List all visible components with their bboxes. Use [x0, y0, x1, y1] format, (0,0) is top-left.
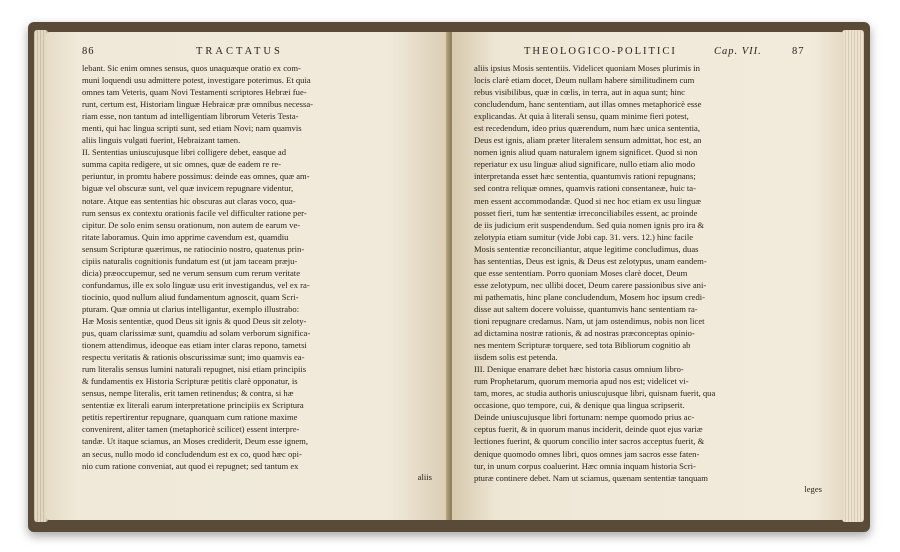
- text-line: tionem attendimus, ideoque eas etiam inter claras repono, tametsi: [82, 340, 307, 351]
- text-line: tam, mores, ac studia authoris uniuscujusque libri, quisnam fuerit, qua: [474, 388, 716, 399]
- text-line: sed contra reliquæ omnes, quamvis rationi consentaneæ, huic ta-: [474, 183, 696, 194]
- text-line: tur, in unum corpus coaluerint. Hæc omnia inquam historia Scri-: [474, 460, 696, 471]
- text-line: has sententias, Deus est ignis, & Deus est zelotypus, unam eandem-: [474, 255, 707, 266]
- text-line: Deinde uniuscujusque libri fortunam: nempe quomodo prius ac-: [474, 412, 695, 423]
- text-line: rum Prophetarum, quorum memoria apud nos est; videlicet vi-: [474, 376, 689, 387]
- text-line: posset fieri, tum hæ sententiæ irreconciliabiles essent, ac proinde: [474, 207, 698, 218]
- text-line: lebant. Sic enim omnes sensus, quos unaquæque oratio ex com-: [82, 63, 301, 73]
- text-line: reperiatur ex usu linguæ aliud significare, nullo etiam alio modo: [474, 159, 695, 170]
- text-line: cipiis naturalis cognitionis fundatum est (ut jam taceam præju-: [82, 255, 298, 266]
- text-line: an secus, nullo modo id concludendum est ex co, quod hæc opi-: [82, 448, 302, 459]
- text-line: notare. Atque eas sententias hic obscuras aut claras voco, qua-: [82, 195, 296, 206]
- text-line: de iis judicium erit suspendendum. Sed quia nomen ignis pro ira &: [474, 219, 705, 230]
- text-line: est recedendum, ideo prius quærendum, num hæc unica sententia,: [474, 123, 701, 134]
- text-line: men essent accommodandæ. Quod si nec hoc etiam ex usu linguæ: [474, 195, 701, 206]
- text-line: nio cum ratione conveniat, aut quod ei repugnet; sed tantum ex: [82, 460, 299, 471]
- text-line: ceptus fuerit, & in quorum manus inciderit, deinde quot ejus variæ: [474, 424, 703, 435]
- text-line: rum literalis sensus lumini naturali repugnet, nisi etiam principiis: [82, 364, 307, 375]
- text-line: cipitur. De solo enim sensu orationum, non autem de earum ve-: [82, 219, 301, 230]
- right-page-text: [474, 62, 826, 484]
- right-running-head: THEOLOGICO-POLITICI: [524, 46, 677, 57]
- left-page-number: 86: [82, 46, 95, 57]
- text-line: sensum Scripturæ quærimus, ne ratiocinio nostro, quatenus prin-: [82, 243, 305, 254]
- text-line: esse zelotypum, nec ullibi docet, Deum carere passionibus sive ani-: [474, 279, 707, 290]
- text-line: ritate laboramus. Quin imo apprime cavendum est, quamdiu: [82, 231, 289, 242]
- text-line: pturæ continere debet. Nam ut sciamus, quænam sententiæ tanquam: [474, 472, 708, 483]
- left-running-head: TRACTATUS: [196, 46, 283, 57]
- text-line: convenirent, aliter tamen (metaphoricè scilicet) essent interpre-: [82, 424, 300, 435]
- text-line: menti, qui hac lingua scripti sunt, sed etiam Novi; nam quamvis: [82, 123, 302, 134]
- text-line: lectiones fuerint, & quorum concilio inter sacros acceptus fuerit, &: [474, 436, 705, 447]
- text-line: nes mentem Scripturæ torquere, sed tota Bibliorum cognitio ab: [474, 340, 691, 351]
- text-line: respectu veritatis & rationis obscurissimæ sunt; imo quamvis ea-: [82, 352, 305, 363]
- right-chapter: Cap. VII.: [714, 46, 762, 57]
- left-catchword: aliis: [417, 472, 432, 482]
- text-line: Hæ Mosis sententiæ, quod Deus sit ignis & quod Deus sit zeloty-: [82, 315, 307, 326]
- text-line: II. Sententias uniuscujusque libri colligere debet, easque ad: [82, 147, 287, 158]
- text-line: & fundamentis ex Historia Scripturæ petitis clarè opponatur, is: [82, 376, 298, 387]
- text-line: confundamus, ille ex solo linguæ usu erit investigandus, vel ex ra-: [82, 279, 310, 290]
- text-line: periuntur, in promtu habere possimus: deinde eas omnes, quæ am-: [82, 171, 310, 182]
- text-line: muni loquendi usu admittere potest, investigare poterimus. Et quia: [82, 75, 311, 86]
- text-line: riam esse, non tantum ad intelligentiam librorum Veteris Testa-: [82, 111, 299, 122]
- text-line: disse aut saltem docere voluisse, quantumvis hanc sententiam ra-: [474, 303, 698, 314]
- text-line: mi pathematis, hinc plane concludendum, Mosem hoc ipsum credi-: [474, 291, 706, 302]
- text-line: tandæ. Ut itaque sciamus, an Moses crediderit, Deum esse ignem,: [82, 436, 309, 447]
- text-line: pturam. Quæ omnia ut clarius intelligantur, exemplo illustrabo:: [82, 303, 300, 314]
- text-line: sensus, nempe literalis, erit tamen retinendus; & contra, si hæ: [82, 388, 294, 399]
- text-line: petitis repertirentur repugnare, quanquam cum ratione maxime: [82, 412, 298, 423]
- left-page: [46, 32, 450, 520]
- text-line: tioni repugnare credamus. Nam, ut jam ostendimus, nobis non licet: [474, 315, 705, 326]
- text-line: que esse sententiam. Porro quoniam Moses clarè docet, Deum: [474, 267, 688, 278]
- left-page-text: [82, 62, 432, 472]
- right-page: [452, 32, 844, 520]
- text-line: summa capita redigere, ut sic omnes, quæ de eadem re re-: [82, 159, 282, 170]
- right-page-edges: [842, 30, 864, 522]
- text-line: explicandas. At quia à literali sensu, quam minime fieri potest,: [474, 111, 689, 122]
- text-line: rebus visibilibus, quæ in cœlis, in terra, aut in aqua sunt; hinc: [474, 87, 685, 98]
- right-page-number: 87: [792, 46, 805, 57]
- text-line: biguæ vel obscuræ sunt, vel quæ invicem repugnare videntur,: [82, 183, 294, 194]
- open-book: [28, 22, 870, 532]
- text-line: rum sensus ex contextu orationis facile vel difficulter ratione per-: [82, 207, 307, 218]
- text-line: ad dictamina nostræ rationis, & ad nostras præconceptas opinio-: [474, 328, 695, 339]
- text-line: tiocinio, quod nullum aliud fundamentum agnoscit, quam Scri-: [82, 291, 299, 302]
- text-line: nomen ignis aliud quam naturalem ignem significet. Quod si non: [474, 147, 698, 158]
- text-line: runt, certum est, Historiam linguæ Hebraicæ præ omnibus necessa-: [82, 99, 314, 110]
- text-line: denique quomodo omnes libri, quos omnes jam sacros esse faten-: [474, 448, 700, 459]
- text-line: omnes tam Veteris, quam Novi Testamenti scriptores Hebræi fue-: [82, 87, 307, 98]
- text-line: III. Denique enarrare debet hæc historia casus omnium libro-: [474, 364, 684, 375]
- text-line: occasione, quo tempore, cui, & denique qua lingua scripserit.: [474, 400, 685, 411]
- text-line: interpretanda esset hæc sententia, quantumvis rationi repugnans;: [474, 171, 696, 182]
- text-line: pus, quam clarissimæ sunt, quamdiu ad solam verborum significa-: [82, 328, 311, 339]
- text-line: Deus est ignis, aliam præter literalem sensum admittat, hoc est, an: [474, 135, 702, 146]
- right-catchword: leges: [804, 484, 822, 494]
- text-line: zelotypia etiam sumitur (vide Jobi cap. 31. vers. 12.) hinc facile: [474, 231, 694, 242]
- text-line: sententiæ ex literali earum interpretatione principiis ex Scriptura: [82, 400, 304, 411]
- text-line: aliis ipsius Mosis sententiis. Videlicet quoniam Moses plurimis in: [474, 63, 700, 73]
- text-line: aliis linguis vulgati fuerint, Hebraizant tamen.: [82, 135, 241, 146]
- text-line: concludendum, hanc sententiam, aut illas omnes metaphoricè esse: [474, 99, 702, 110]
- text-line: Mosis sententiæ reconciliantur, atque legitime concludimus, duas: [474, 243, 699, 254]
- text-line: dicia) præoccupemur, sed ne verum sensum cum rerum veritate: [82, 267, 301, 278]
- text-line: iisdem solis est petenda.: [474, 352, 558, 363]
- text-line: locis clarè etiam docet, Deum nullam habere similitudinem cum: [474, 75, 695, 86]
